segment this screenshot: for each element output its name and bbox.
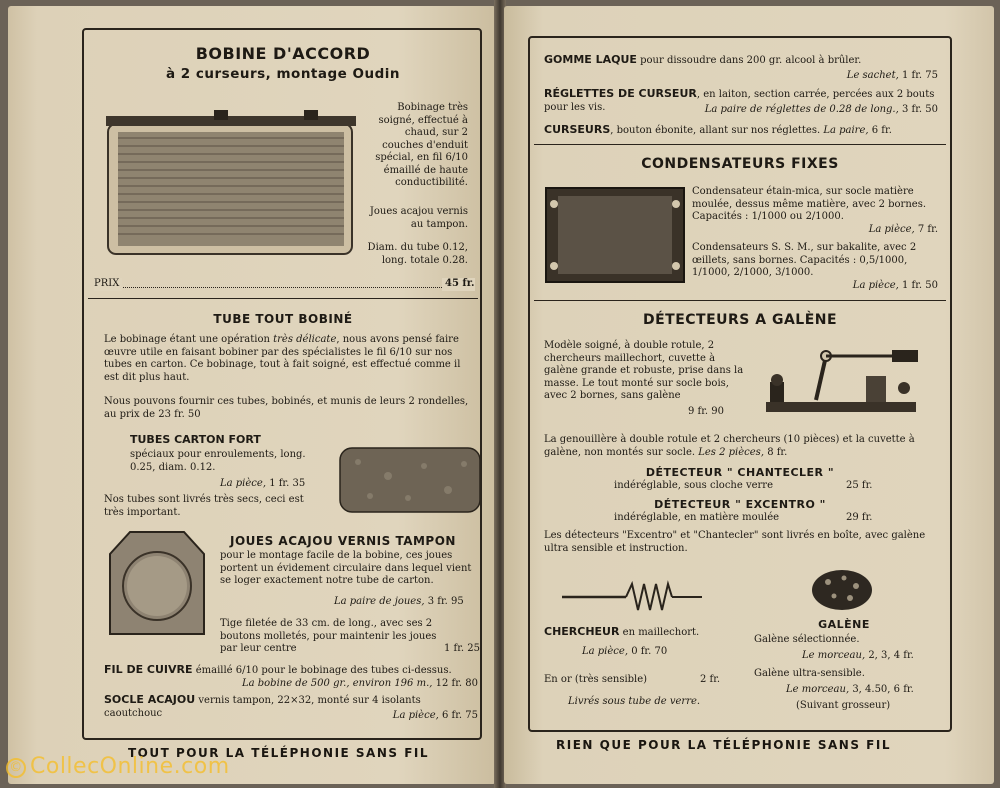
tubes-carton-price-row xyxy=(220,478,305,491)
bobine-price: 45 fr. xyxy=(442,278,475,291)
fil-title: FIL DE CUIVRE xyxy=(104,663,193,676)
detector-illustration xyxy=(756,346,926,418)
tube-para-emphasis: très délicate xyxy=(273,334,337,345)
galene-sel-price-label: Le morceau, xyxy=(802,650,866,661)
chercheur-row xyxy=(544,626,699,640)
chantecler-title: DÉTECTEUR " CHANTECLER " xyxy=(645,466,835,479)
divider xyxy=(88,298,478,299)
condensateur-2-price: 1 fr. 50 xyxy=(901,280,938,291)
condensateurs-title: CONDENSATEURS FIXES xyxy=(641,156,839,172)
condensateur-2-description: Condensateurs S. S. M., sur bakalite, avec 2 œillets, sans bornes. Capacités : 0,5/1000, 1/1000, 2/1000, 3/1000. xyxy=(692,242,917,278)
galene-sel-price-row xyxy=(802,650,914,663)
genouillere-description xyxy=(544,434,938,459)
socle-price-label: La pièce, xyxy=(392,710,439,721)
excentro-price: 29 fr. xyxy=(846,512,873,523)
socle-price-row xyxy=(308,710,478,723)
tube-paragraph-1 xyxy=(104,334,476,384)
galene-sel-price: 2, 3, 4 fr. xyxy=(868,650,914,661)
joues-title: JOUES ACAJOU VERNIS TAMPON xyxy=(230,534,456,548)
copyright-icon: © xyxy=(6,758,26,778)
chercheur-or-price: 2 fr. xyxy=(700,674,721,685)
galene-selectionnee: Galène sélectionnée. xyxy=(754,634,860,645)
socle-description: vernis tampon, 22×32, monté sur 4 isolants caoutchouc xyxy=(104,695,421,719)
excentro-title: DÉTECTEUR " EXCENTRO " xyxy=(654,498,826,511)
bobine-price-label: PRIX xyxy=(94,278,122,291)
curseurs-price-label: La paire, xyxy=(823,125,869,136)
curseurs-title: CURSEURS xyxy=(544,123,611,136)
gomme-description: pour dissoudre dans 200 gr. alcool à brûler. xyxy=(640,55,862,66)
joues-price: 3 fr. 95 xyxy=(427,596,464,607)
condensateur-1-price-label: La pièce, xyxy=(868,224,915,235)
cheek-plate-illustration xyxy=(108,530,206,638)
watermark-text: CollecOnline.com xyxy=(30,754,230,779)
tubes-carton-price: 1 fr. 35 xyxy=(269,478,306,489)
gomme-row xyxy=(544,54,944,68)
condensateur-1-description: Condensateur étain-mica, sur socle matière moulée, dessus même matière, avec 2 bornes. Capacités : 1/1000 ou 2/1000. xyxy=(692,186,927,222)
gomme-title: GOMME LAQUE xyxy=(544,53,637,66)
galene-ultra-price: 3, 4.50, 6 fr. xyxy=(852,684,914,695)
bobine-joues: Joues acajou vernis au tampon. xyxy=(369,206,468,230)
fil-description: émaillé 6/10 pour le bobinage des tubes ci-dessus. xyxy=(195,665,452,676)
bobine-subtitle: à 2 curseurs, montage Oudin xyxy=(165,66,401,82)
curseurs-row xyxy=(544,124,938,138)
fil-price: 12 fr. 80 xyxy=(435,678,478,689)
curseurs-description: , bouton ébonite, allant sur nos réglettes. xyxy=(610,125,821,136)
reglettes-description: , en laiton, section carrée, percées aux 2 bouts pour les vis. xyxy=(544,89,935,113)
right-footer: RIEN QUE POUR LA TÉLÉPHONIE SANS FIL xyxy=(556,738,891,752)
left-page xyxy=(8,6,496,784)
capacitor-illustration xyxy=(544,186,686,284)
genouillere-price: 8 fr. xyxy=(767,446,788,458)
fil-price-row xyxy=(188,678,478,691)
condensateur-2-price-label: La pièce, xyxy=(852,280,899,291)
bobine-price-leader xyxy=(94,278,474,288)
gomme-price-row xyxy=(724,70,938,83)
bobine-title: BOBINE D'ACCORD xyxy=(195,44,371,63)
reglettes-price-row xyxy=(674,104,938,117)
condensateur-1-price-row xyxy=(804,224,938,237)
galene-note: (Suivant grosseur) xyxy=(796,700,891,711)
detecteurs-price: 9 fr. 90 xyxy=(688,406,725,417)
gomme-price: 1 fr. 75 xyxy=(901,70,938,81)
chantecler-description: indéréglable, sous cloche verre xyxy=(614,480,773,491)
tube-para-text-2: , nous avons pensé faire œuvre utile en faisant bobiner par des spécialistes le fil 6/10 sur nos tubes en carton. Ce bobinage, tout à fait soigné, est effectué comme il est dit plus haut. xyxy=(104,334,461,383)
chercheur-or-label: En or (très sensible) xyxy=(544,674,648,685)
cardboard-tube-illustration xyxy=(338,446,482,514)
left-footer: TOUT POUR LA TÉLÉPHONIE SANS FIL xyxy=(128,746,430,760)
coil-illustration xyxy=(104,110,362,260)
fil-row xyxy=(104,664,478,678)
chercheur-note: Livrés sous tube de verre. xyxy=(568,696,701,707)
tube-para-text: Le bobinage étant une opération xyxy=(104,334,274,345)
right-page xyxy=(504,6,994,784)
galene-title: GALÈNE xyxy=(818,618,870,631)
fil-price-label: La bobine de 500 gr., environ 196 m., xyxy=(241,678,433,689)
galene-ultra-price-row xyxy=(786,684,914,697)
condensateur-2-price-row xyxy=(804,280,938,293)
tubes-carton-description: spéciaux pour enroulements, long. 0.25, diam. 0.12. xyxy=(130,449,306,473)
socle-price: 6 fr. 75 xyxy=(441,710,478,721)
joues-price-row xyxy=(334,596,464,609)
bobine-diameter: Diam. du tube 0.12, long. totale 0.28. xyxy=(367,242,468,266)
tige-price: 1 fr. 25 xyxy=(444,643,481,654)
reglettes-title: RÉGLETTES DE CURSEUR xyxy=(544,87,697,100)
genouillere-text: La genouillère à double rotule et 2 chercheurs (10 pièces) et la cuvette à galène, non montés sur socle. xyxy=(544,434,915,458)
tige-description: Tige filetée de 33 cm. de long., avec ses 2 boutons molletés, pour maintenir les joues par leur centre xyxy=(220,618,437,654)
genouillere-price-label: Les 2 pièces, xyxy=(698,446,764,458)
chercheur-title: CHERCHEUR xyxy=(544,625,620,638)
detecteurs-note: Les détecteurs "Excentro" et "Chantecler" sont livrés en boîte, avec galène ultra sensible et instruction. xyxy=(544,530,926,554)
chercheur-description: en maillechort. xyxy=(622,627,700,638)
divider xyxy=(534,144,946,145)
detecteurs-title: DÉTECTEURS A GALÈNE xyxy=(642,312,838,328)
joues-price-label: La paire de joues, xyxy=(334,596,425,607)
chercheur-price-label: La pièce, xyxy=(582,646,628,657)
galene-ultra-price-label: Le morceau, xyxy=(786,684,850,695)
chercheur-price: 0 fr. 70 xyxy=(631,646,668,657)
spring-probe-illustration xyxy=(560,580,704,614)
divider xyxy=(534,300,946,301)
socle-title: SOCLE ACAJOU xyxy=(104,693,196,706)
excentro-description: indéréglable, en matière moulée xyxy=(614,512,780,523)
tubes-carton-price-label: La pièce, xyxy=(220,478,266,489)
detecteurs-description: Modèle soigné, à double rotule, 2 chercheurs maillechort, cuvette à galène grande et robuste, prise dans la masse. Le tout monté sur socle bois, avec 2 bornes, sans galène xyxy=(544,340,744,401)
joues-description: pour le montage facile de la bobine, ces joues portent un évidement circulaire dans lequel vient se loger exactement notre tube de carton. xyxy=(220,550,472,586)
tubes-carton-title: TUBES CARTON FORT xyxy=(130,433,261,446)
tubes-carton-note: Nos tubes sont livrés très secs, ceci est très important. xyxy=(104,494,304,518)
tube-paragraph-2: Nous pouvons fournir ces tubes, bobinés, et munis de leurs 2 rondelles, au prix de 23 fr. 50 xyxy=(104,396,469,420)
bobine-description: Bobinage très soigné, effectué à chaud, sur 2 couches d'enduit spécial, en fil 6/10 émaillé de haute conductibilité. xyxy=(375,102,468,188)
tube-title: TUBE TOUT BOBINÉ xyxy=(213,312,353,326)
chantecler-price: 25 fr. xyxy=(846,480,873,491)
condensateur-1-price: 7 fr. xyxy=(917,224,938,235)
curseurs-price: 6 fr. xyxy=(871,125,892,136)
watermark xyxy=(6,754,230,779)
galene-ultra: Galène ultra-sensible. xyxy=(754,668,865,679)
galena-illustration xyxy=(810,568,874,612)
reglettes-price: 3 fr. 50 xyxy=(901,104,938,115)
reglettes-price-label: La paire de réglettes de 0.28 de long., xyxy=(704,104,899,115)
chercheur-price-row xyxy=(582,646,667,659)
gomme-price-label: Le sachet, xyxy=(846,70,899,81)
